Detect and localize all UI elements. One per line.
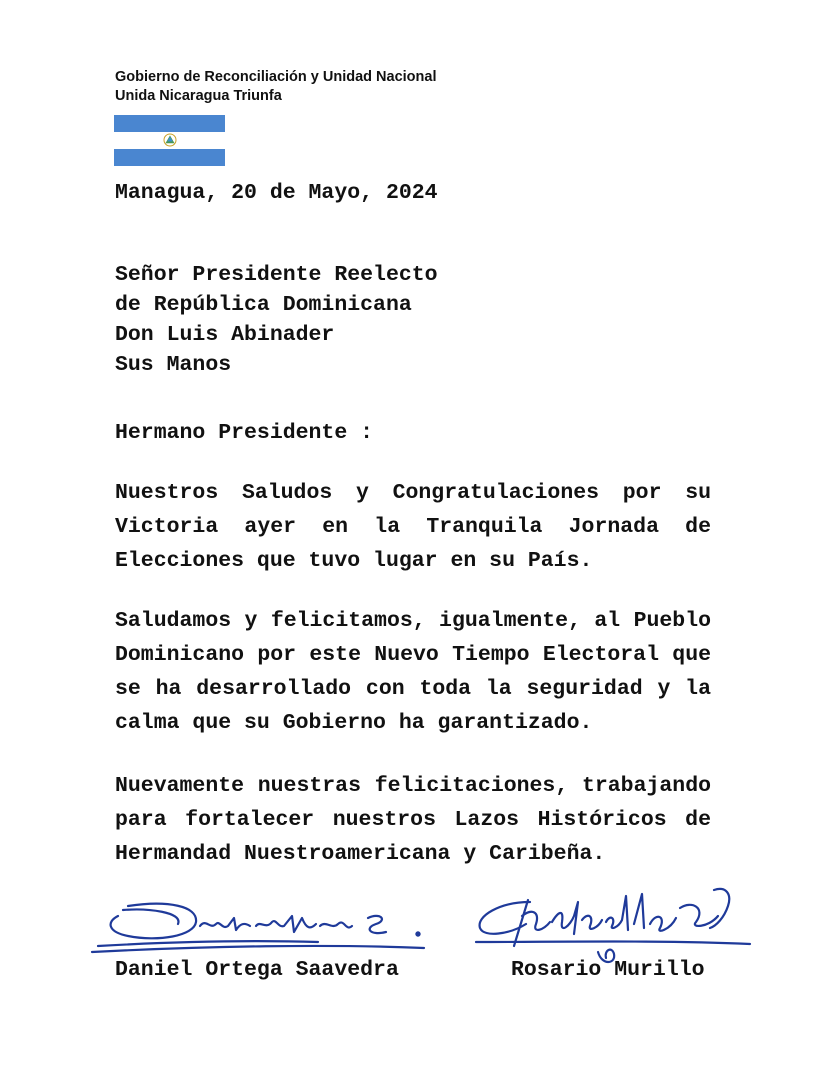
signer-name-2: Rosario Murillo: [511, 958, 705, 982]
recipient-block: [115, 260, 438, 380]
coat-of-arms-icon: [163, 133, 177, 147]
letter-date: Managua, 20 de Mayo, 2024: [115, 181, 438, 205]
recipient-line-2: de República Dominicana: [115, 293, 412, 317]
signature-daniel-ortega: [88, 892, 438, 960]
signer-name-1: Daniel Ortega Saavedra: [115, 958, 399, 982]
salutation: Hermano Presidente :: [115, 421, 374, 445]
signature-rosario-murillo: [470, 872, 755, 968]
recipient-line-3: Don Luis Abinader: [115, 323, 335, 347]
body-paragraph-3: Nuevamente nuestras felicitaciones, trabajando para fortalecer nuestros Lazos Históricos de Hermandad Nuestroamericana y Caribeña.: [115, 774, 711, 866]
recipient-line-1: Señor Presidente Reelecto: [115, 263, 438, 287]
body-paragraph-1: Nuestros Saludos y Congratulaciones por su Victoria ayer en la Tranquila Jornada de Elecciones que tuvo lugar en su País.: [115, 481, 711, 573]
letterhead: [115, 68, 436, 106]
letterhead-line-1: Gobierno de Reconciliación y Unidad Nacional: [115, 69, 437, 85]
nicaragua-flag-icon: [114, 115, 225, 166]
flag-top-stripe: [114, 115, 225, 132]
flag-bottom-stripe: [114, 149, 225, 166]
letterhead-line-2: Unida Nicaragua Triunfa: [115, 88, 282, 104]
body-paragraph-2: Saludamos y felicitamos, igualmente, al Pueblo Dominicano por este Nuevo Tiempo Electoral que se ha desarrollado con toda la seguridad y la calma que su Gobierno ha garantizado.: [115, 609, 711, 735]
recipient-line-4: Sus Manos: [115, 353, 232, 377]
